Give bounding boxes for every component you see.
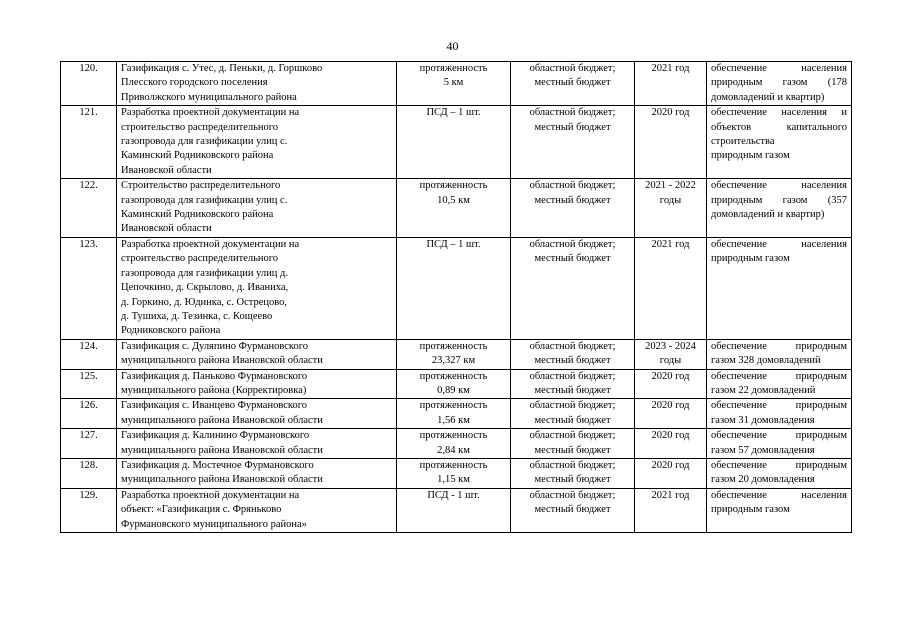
result-line: обеспечение населения bbox=[711, 180, 847, 192]
expected-result-cell bbox=[707, 62, 852, 106]
row-number-cell: 123. bbox=[61, 237, 117, 339]
expected-result-cell bbox=[707, 106, 852, 179]
term-cell bbox=[635, 237, 707, 339]
result-line: объектов капитального bbox=[711, 121, 847, 133]
table-row bbox=[61, 458, 852, 488]
name-line: Ивановской области bbox=[121, 164, 212, 176]
row-number-cell: 121. bbox=[61, 106, 117, 179]
row-number-cell: 125. bbox=[61, 369, 117, 399]
measure-line: протяженность bbox=[419, 180, 488, 192]
term-cell bbox=[635, 399, 707, 429]
expected-result-cell bbox=[707, 458, 852, 488]
funding-source-cell bbox=[511, 369, 635, 399]
measure-line: 1,15 км bbox=[437, 474, 470, 486]
term-cell bbox=[635, 488, 707, 532]
measure-line: 10,5 км bbox=[437, 194, 470, 206]
source-line: местный бюджет bbox=[534, 194, 611, 206]
name-line: Газификация с. Дуляпино Фурмановского bbox=[121, 340, 309, 352]
row-number-cell: 128. bbox=[61, 458, 117, 488]
source-line: областной бюджет; bbox=[529, 63, 616, 74]
result-line: обеспечение природным bbox=[711, 370, 847, 382]
table-row bbox=[61, 429, 852, 459]
term-line: 2021 - 2022 bbox=[645, 180, 696, 192]
term-line: 2021 год bbox=[651, 63, 690, 74]
term-cell bbox=[635, 179, 707, 238]
name-line: Каминский Родниковского района bbox=[121, 209, 274, 221]
source-line: местный бюджет bbox=[534, 77, 611, 89]
capacity-cell bbox=[397, 179, 511, 238]
table-row bbox=[61, 106, 852, 179]
result-line: газом 57 домовладения bbox=[711, 444, 815, 456]
source-line: областной бюджет; bbox=[529, 489, 616, 501]
funding-source-cell bbox=[511, 62, 635, 106]
table-row bbox=[61, 339, 852, 369]
source-line: областной бюджет; bbox=[529, 107, 616, 119]
object-name-cell bbox=[117, 106, 397, 179]
source-line: областной бюджет; bbox=[529, 400, 616, 412]
measure-line: протяженность bbox=[419, 370, 488, 382]
source-line: местный бюджет bbox=[534, 253, 611, 265]
term-line: 2021 год bbox=[651, 489, 690, 501]
row-number-cell: 124. bbox=[61, 339, 117, 369]
object-name-cell bbox=[117, 339, 397, 369]
source-line: местный бюджет bbox=[534, 355, 611, 367]
capacity-cell bbox=[397, 399, 511, 429]
result-line: обеспечение природным bbox=[711, 400, 847, 412]
source-line: областной бюджет; bbox=[529, 459, 616, 471]
term-cell bbox=[635, 62, 707, 106]
name-line: д. Тушиха, д. Тезинка, с. Кощеево bbox=[121, 310, 273, 322]
term-line: 2020 год bbox=[651, 430, 690, 442]
result-line: домовладений и квартир) bbox=[711, 209, 825, 221]
table-row bbox=[61, 369, 852, 399]
name-line: Газификация д. Паньково Фурмановского bbox=[121, 370, 308, 382]
name-line: Газификация д. Мостечное Фурмановского bbox=[121, 459, 314, 471]
source-line: местный бюджет bbox=[534, 384, 611, 396]
capacity-cell bbox=[397, 106, 511, 179]
result-line: газом 31 домовладения bbox=[711, 414, 815, 426]
name-line: строительство распределительного bbox=[121, 121, 279, 133]
table-row bbox=[61, 488, 852, 532]
name-line: д. Горкино, д. Юдинка, с. Острецово, bbox=[121, 296, 288, 308]
table-row bbox=[61, 399, 852, 429]
row-number-cell: 122. bbox=[61, 179, 117, 238]
measure-line: 5 км bbox=[443, 77, 464, 89]
gasification-table bbox=[60, 61, 852, 533]
measure-line: 23,327 км bbox=[431, 355, 476, 367]
term-cell bbox=[635, 458, 707, 488]
funding-source-cell bbox=[511, 399, 635, 429]
measure-line: протяженность bbox=[419, 430, 488, 442]
source-line: областной бюджет; bbox=[529, 340, 616, 352]
name-line: Каминский Родниковского района bbox=[121, 150, 274, 162]
row-number-cell: 129. bbox=[61, 488, 117, 532]
capacity-cell bbox=[397, 62, 511, 106]
object-name-cell bbox=[117, 62, 397, 106]
funding-source-cell bbox=[511, 458, 635, 488]
funding-source-cell bbox=[511, 237, 635, 339]
name-line: Родниковского района bbox=[121, 325, 221, 337]
object-name-cell bbox=[117, 369, 397, 399]
expected-result-cell bbox=[707, 369, 852, 399]
measure-line: ПСД - 1 шт. bbox=[427, 489, 480, 501]
measure-line: 2,84 км bbox=[437, 444, 470, 456]
measure-line: ПСД – 1 шт. bbox=[426, 107, 481, 119]
result-line: обеспечение природным bbox=[711, 459, 847, 471]
object-name-cell bbox=[117, 488, 397, 532]
result-line: природным газом bbox=[711, 504, 790, 516]
result-line: обеспечение населения bbox=[711, 489, 847, 501]
name-line: газопровода для газификации улиц с. bbox=[121, 194, 288, 206]
measure-line: 1,56 км bbox=[437, 414, 470, 426]
term-cell bbox=[635, 429, 707, 459]
name-line: Разработка проектной документации на bbox=[121, 238, 300, 250]
name-line: строительство распределительного bbox=[121, 253, 279, 265]
row-number-cell: 120. bbox=[61, 62, 117, 106]
term-line: годы bbox=[659, 355, 682, 367]
result-line: природным газом (178 bbox=[711, 77, 847, 89]
object-name-cell bbox=[117, 429, 397, 459]
result-line: обеспечение населения bbox=[711, 63, 847, 74]
row-number-cell: 127. bbox=[61, 429, 117, 459]
result-line: газом 20 домовладения bbox=[711, 474, 815, 486]
name-line: Разработка проектной документации на bbox=[121, 107, 300, 119]
result-line: газом 328 домовладений bbox=[711, 355, 821, 367]
name-line: Ивановской области bbox=[121, 223, 212, 235]
term-cell bbox=[635, 369, 707, 399]
name-line: муниципального района Ивановской области bbox=[121, 444, 323, 456]
result-line: строительства bbox=[711, 136, 775, 148]
table-row bbox=[61, 237, 852, 339]
table-body bbox=[61, 62, 852, 533]
capacity-cell bbox=[397, 237, 511, 339]
capacity-cell bbox=[397, 369, 511, 399]
name-line: муниципального района (Корректировка) bbox=[121, 384, 307, 396]
source-line: местный бюджет bbox=[534, 414, 611, 426]
term-line: 2020 год bbox=[651, 459, 690, 471]
term-line: годы bbox=[659, 194, 682, 206]
term-line: 2023 - 2024 bbox=[645, 340, 696, 352]
funding-source-cell bbox=[511, 429, 635, 459]
name-line: муниципального района Ивановской области bbox=[121, 474, 323, 486]
result-line: домовладений и квартир) bbox=[711, 91, 825, 103]
result-line: обеспечение природным bbox=[711, 340, 847, 352]
result-line: обеспечение природным bbox=[711, 430, 847, 442]
source-line: областной бюджет; bbox=[529, 370, 616, 382]
source-line: областной бюджет; bbox=[529, 238, 616, 250]
term-line: 2020 год bbox=[651, 370, 690, 382]
page-number: 40 bbox=[446, 39, 459, 53]
measure-line: 0,89 км bbox=[437, 384, 470, 396]
expected-result-cell bbox=[707, 179, 852, 238]
name-line: муниципального района Ивановской области bbox=[121, 414, 323, 426]
result-line: газом 22 домовладений bbox=[711, 384, 816, 396]
funding-source-cell bbox=[511, 488, 635, 532]
capacity-cell bbox=[397, 458, 511, 488]
table-row bbox=[61, 62, 852, 106]
expected-result-cell bbox=[707, 399, 852, 429]
expected-result-cell bbox=[707, 488, 852, 532]
measure-line: протяженность bbox=[419, 459, 488, 471]
measure-line: протяженность bbox=[419, 340, 488, 352]
capacity-cell bbox=[397, 429, 511, 459]
funding-source-cell bbox=[511, 179, 635, 238]
source-line: местный бюджет bbox=[534, 504, 611, 516]
name-line: Приволжского муниципального района bbox=[121, 91, 297, 103]
name-line: Газификация д. Калинино Фурмановского bbox=[121, 430, 310, 442]
object-name-cell bbox=[117, 458, 397, 488]
source-line: местный бюджет bbox=[534, 474, 611, 486]
result-line: природным газом bbox=[711, 150, 790, 162]
source-line: местный бюджет bbox=[534, 121, 611, 133]
term-line: 2020 год bbox=[651, 400, 690, 412]
measure-line: протяженность bbox=[419, 400, 488, 412]
name-line: газопровода для газификации улиц с. bbox=[121, 136, 288, 148]
name-line: Цепочкино, д. Скрылово, д. Иваниха, bbox=[121, 282, 289, 294]
object-name-cell bbox=[117, 179, 397, 238]
result-line: природным газом (357 bbox=[711, 194, 847, 206]
term-cell bbox=[635, 339, 707, 369]
funding-source-cell bbox=[511, 339, 635, 369]
result-line: обеспечение населения bbox=[711, 238, 847, 250]
name-line: Разработка проектной документации на bbox=[121, 489, 300, 501]
name-line: Фурмановского муниципального района» bbox=[121, 518, 307, 530]
expected-result-cell bbox=[707, 339, 852, 369]
term-line: 2021 год bbox=[651, 238, 690, 250]
expected-result-cell bbox=[707, 429, 852, 459]
term-line: 2020 год bbox=[651, 107, 690, 119]
source-line: областной бюджет; bbox=[529, 180, 616, 192]
name-line: Газификация с. Утес, д. Пеньки, д. Горшково bbox=[121, 63, 323, 74]
name-line: муниципального района Ивановской области bbox=[121, 355, 323, 367]
expected-result-cell bbox=[707, 237, 852, 339]
object-name-cell bbox=[117, 237, 397, 339]
result-line: обеспечение населения и bbox=[711, 107, 847, 119]
name-line: Газификация с. Иванцево Фурмановского bbox=[121, 400, 307, 412]
name-line: газопровода для газификации улиц д. bbox=[121, 267, 289, 279]
term-cell bbox=[635, 106, 707, 179]
capacity-cell bbox=[397, 488, 511, 532]
measure-line: протяженность bbox=[419, 63, 488, 74]
funding-source-cell bbox=[511, 106, 635, 179]
object-name-cell bbox=[117, 399, 397, 429]
source-line: местный бюджет bbox=[534, 444, 611, 456]
name-line: объект: «Газификация с. Фряньково bbox=[121, 504, 282, 516]
table-row bbox=[61, 179, 852, 238]
row-number-cell: 126. bbox=[61, 399, 117, 429]
result-line: природным газом bbox=[711, 253, 790, 265]
source-line: областной бюджет; bbox=[529, 430, 616, 442]
name-line: Плесского городского поселения bbox=[121, 77, 268, 89]
measure-line: ПСД – 1 шт. bbox=[426, 238, 481, 250]
capacity-cell bbox=[397, 339, 511, 369]
name-line: Строительство распределительного bbox=[121, 180, 281, 192]
